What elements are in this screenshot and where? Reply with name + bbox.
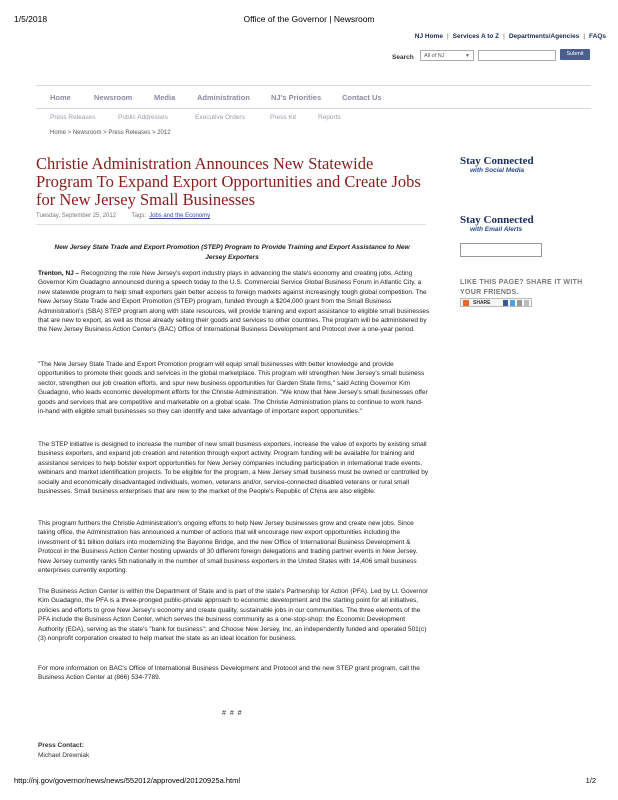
subnav-press-releases[interactable]: Press Releases — [50, 114, 96, 121]
article-paragraph-3: The STEP initiative is designed to increase the number of new small business exporters, increase the value of exports by existing small business exporters, and expand job creation and retention through export activity. Program funding will be available for training and assistance services to help bolster export opportunities for New Jersey companies including participation in international trade events, webinars and market identification projects. To be eligible for the program, a New Jersey small business must be owned or controlled by socially and economically disadvantaged individuals, women, veterans and/or, service-connected disabled veterans or rural small businesses. Small business enterprises that are new to the market of the People's Republic of China are also eligible. — [38, 441, 429, 496]
more-icon — [524, 300, 529, 306]
share-prompt: LIKE THIS PAGE? SHARE IT WITH YOUR FRIENDS. — [460, 279, 583, 296]
search-input[interactable] — [478, 50, 556, 61]
article-paragraph-6: For more information on BAC's Office of International Business Development and Protocol and the new STEP grant program, call the Business Action Center at (866) 534-7789. — [38, 665, 420, 682]
email-subheading[interactable]: with Email Alerts — [470, 226, 523, 233]
tag-link[interactable]: Jobs and the Economy — [149, 213, 211, 219]
nj-home-link[interactable]: NJ Home — [414, 33, 443, 40]
email-heading[interactable]: Stay Connected — [460, 214, 534, 226]
print-url: http://nj.gov/governor/news/news/552012/approved/20120925a.html — [14, 776, 240, 785]
print-date: 1/5/2018 — [14, 14, 48, 24]
press-contact-label: Press Contact: — [38, 742, 84, 749]
facebook-icon — [503, 300, 508, 306]
search-submit-button[interactable]: Submit — [560, 49, 590, 60]
article-paragraph-5: The Business Action Center is within the Department of State and is part of the state's Partnership for Action (PFA). Led by Lt. Governor Kim Guadagno, the PFA is a three-pronged public-private approach to economic development and the starting point for all initiatives, policies and efforts to grow New Jersey's economy and create quality, sustainable jobs in our communities. The three elements of the PFA include the Business Action Center, which serves the business community as a one-stop-shop; the Economic Development Authority (EDA), serving as the state's "bank for business"; and Choose New Jersey, Inc. an independently funded and operated 501(c)(3) nonprofit corporation created to help market the state as an ideal location for business. — [38, 588, 428, 643]
subnav-executive-orders[interactable]: Executive Orders — [195, 114, 245, 121]
departments-agencies-link[interactable]: Departments/Agencies — [508, 33, 580, 40]
nav-newsroom[interactable]: Newsroom — [94, 93, 133, 102]
paragraph-1-text: Recognizing the role New Jersey's export industry plays in advancing the state's economy and creating jobs, Acting Governor Kim Guadagno announced during a speech today to the U.S. Commercial Service Global Business Forum in Atlantic City, a new statewide program to help small exporters gain better access to foreign markets against increasingly tough global competition. The New Jersey State Trade and Export Promotion (STEP) program, funded through a $204,000 grant from the Small Business Administration's (SBA) STEP program along with state resources, will provide training and export assistance to eligible small businesses that are new to export, as well as those already selling their goods and services to other countries. The program will be administered by the New Jersey Business Action Center's (BAC) Office of International Business Development and Protocol over a one-year period. — [38, 270, 430, 334]
twitter-icon — [510, 300, 515, 306]
subnav-press-kit[interactable]: Press Kit — [270, 114, 297, 121]
breadcrumb: Home > Newsroom > Press Releases > 2012 — [50, 130, 171, 136]
search-label: Search — [392, 54, 414, 61]
subnav-reports[interactable]: Reports — [318, 114, 341, 121]
dateline: Trenton, NJ – — [38, 270, 80, 277]
social-heading[interactable]: Stay Connected — [460, 155, 534, 167]
nav-contact-us[interactable]: Contact Us — [342, 93, 382, 102]
nav-media[interactable]: Media — [154, 93, 176, 102]
nav-home[interactable]: Home — [50, 93, 71, 102]
article-subheading: New Jersey State Trade and Export Promotion (STEP) Program to Provide Training and Export Assistance to New Jersey Exporters — [54, 244, 410, 261]
nav-administration[interactable]: Administration — [197, 93, 250, 102]
article-paragraph-2: "The New Jersey State Trade and Export Promotion program will equip small businesses with better knowledge and provide opportunities to promote their goods and services in the global marketplace. This program will strengthen New Jersey's small business sector, strengthen our job creation efforts, and spur new business opportunities for Garden State firms," said Acting Governor Kim Guadagno, who leads economic development efforts for the Christie Administration. "We know that New Jersey's small businesses offer goods and services that are competitive and marketable on a global scale. The Christie Administration plans to continue to work hand-in-hand with eligible small businesses so they can identify and take advantage of important export opportunities." — [38, 361, 428, 416]
article-date: Tuesday, September 25, 2012 — [36, 213, 117, 219]
email-icon — [517, 300, 522, 306]
page-title: Christie Administration Announces New Statewide Program To Expand Export Opportunities and Create Jobs for New Jersey Small Businesses — [36, 154, 421, 209]
print-page-number: 1/2 — [585, 776, 596, 785]
faqs-link[interactable]: FAQs — [589, 33, 606, 40]
press-contact-name: Michael Drewniak — [38, 752, 90, 759]
subnav-public-addresses[interactable]: Public Addresses — [118, 114, 168, 121]
utility-links: NJ Home | Services A to Z | Departments/Agencies | FAQs — [414, 33, 606, 40]
nav-priorities[interactable]: NJ's Priorities — [271, 93, 322, 102]
article-meta — [36, 213, 426, 225]
services-a-to-z-link[interactable]: Services A to Z — [452, 33, 500, 40]
search-scope-select[interactable] — [420, 50, 474, 61]
social-subheading[interactable]: with Social Media — [470, 167, 525, 174]
share-label: SHARE — [473, 300, 491, 306]
print-page-title: Office of the Governor | Newsroom — [243, 14, 375, 24]
main-nav — [36, 85, 591, 109]
share-button[interactable] — [460, 298, 532, 307]
end-mark: # # # — [222, 710, 243, 717]
article-paragraph-1 — [38, 269, 430, 335]
share-plus-icon — [463, 300, 469, 306]
email-field[interactable] — [460, 243, 542, 257]
tags-label: Tags: — [131, 213, 147, 219]
search-scope-value: All of NJ — [424, 53, 445, 59]
chevron-down-icon: ▼ — [465, 53, 470, 59]
article-paragraph-4: This program furthers the Christie Administration's ongoing efforts to help New Jersey businesses grow and create new jobs. Since taking office, the Administration has announced a number of actions that will encourage new export opportunities including the investment of $1 billion dollars into modernizing the Bayonne Bridge, and the new Office of International Business Development & Protocol in the Business Action Center hosting upwards of 30 different foreign delegations and trading partner events in New Jersey. New Jersey currently ranks 5th nationally in the number of small business exporters in the United States with 14,406 small business enterprises currently exporting. — [38, 520, 418, 575]
